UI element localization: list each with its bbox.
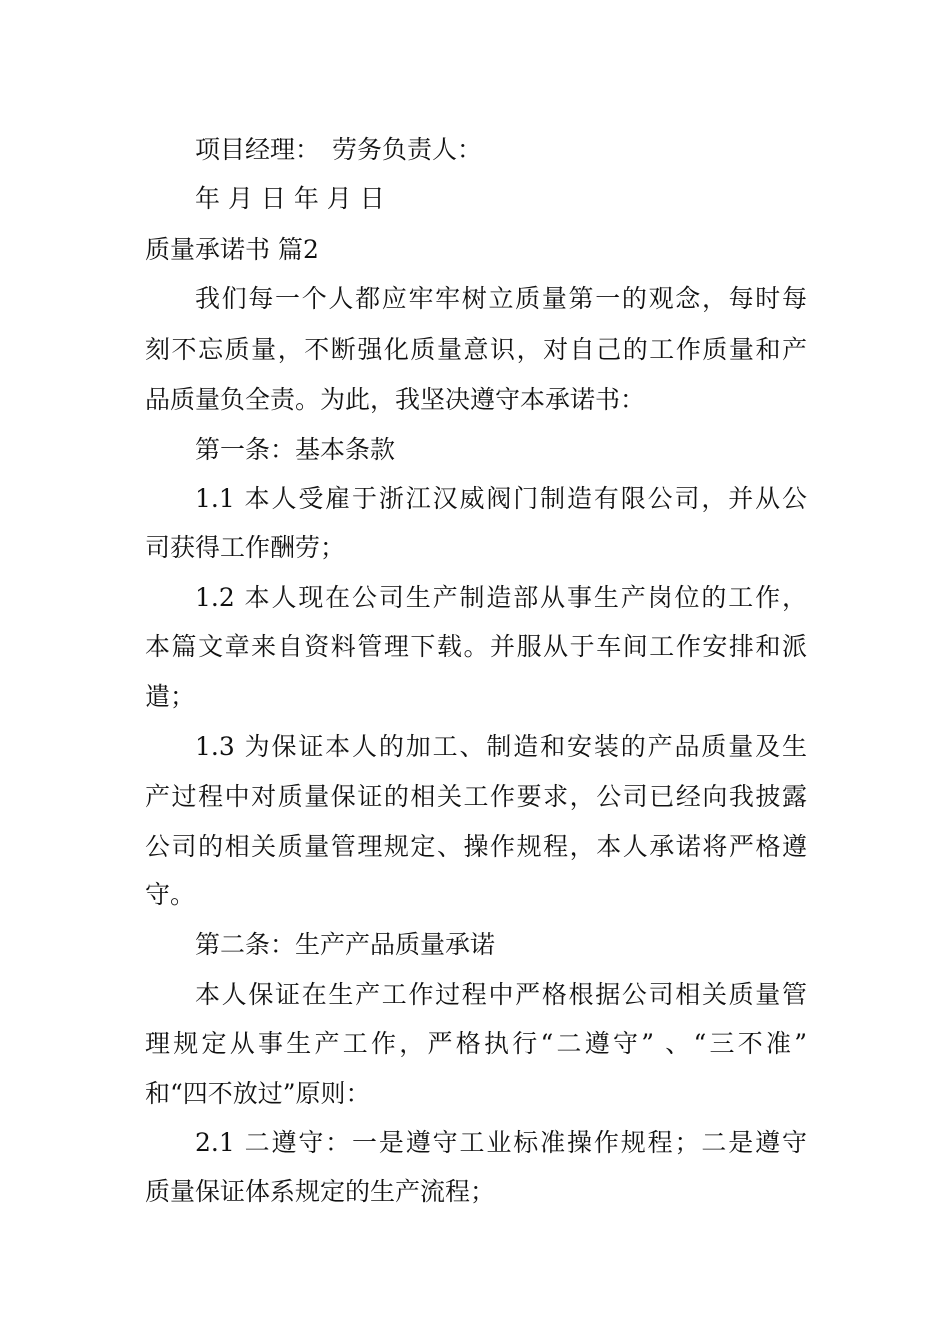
clause-line: 1.1 本人受雇于浙江汉威阀门制造有限公司，并从公: [195, 484, 807, 513]
clause-line: 1.2 本人现在公司生产制造部从事生产岗位的工作，: [195, 583, 807, 612]
paragraph-line: 本人保证在生产工作过程中严格根据公司相关质量管: [195, 980, 807, 1009]
signature-date-line: 年 月 日 年 月 日: [195, 184, 385, 213]
article-title: 第二条：生产产品质量承诺: [195, 930, 496, 959]
signature-line: [195, 125, 807, 175]
article-title: 第一条：基本条款: [195, 435, 396, 464]
paragraph-line: 刻不忘质量，不断强化质量意识，对自己的工作质量和产: [145, 335, 807, 364]
paragraph-line: 和“四不放过”原则：: [145, 1079, 371, 1108]
clause-line: 公司的相关质量管理规定、操作规程，本人承诺将严格遵: [145, 832, 807, 861]
clause-line: 守。: [145, 880, 196, 909]
paragraph-line: 理规定从事生产工作，严格执行“二遵守” 、“三不准”: [145, 1029, 807, 1058]
paragraph-line: 我们每一个人都应牢牢树立质量第一的观念，每时每: [195, 284, 807, 313]
section-heading: 质量承诺书 篇2: [145, 235, 319, 264]
clause-line: 2.1 二遵守：一是遵守工业标准操作规程；二是遵守: [195, 1128, 807, 1157]
clause-line: 1.3 为保证本人的加工、制造和安装的产品质量及生: [195, 732, 807, 761]
project-manager-label: 项目经理：: [195, 135, 321, 164]
labor-manager-label: 劳务负责人：: [332, 135, 483, 164]
clause-line: 本篇文章来自资料管理下载。并服从于车间工作安排和派: [145, 632, 807, 661]
clause-line: 产过程中对质量保证的相关工作要求，公司已经向我披露: [145, 782, 807, 811]
clause-line: 遣；: [145, 682, 196, 711]
paragraph-line: 品质量负全责。为此，我坚决遵守本承诺书：: [145, 385, 646, 414]
clause-line: 司获得工作酬劳；: [145, 533, 346, 562]
clause-line: 质量保证体系规定的生产流程；: [145, 1177, 496, 1206]
